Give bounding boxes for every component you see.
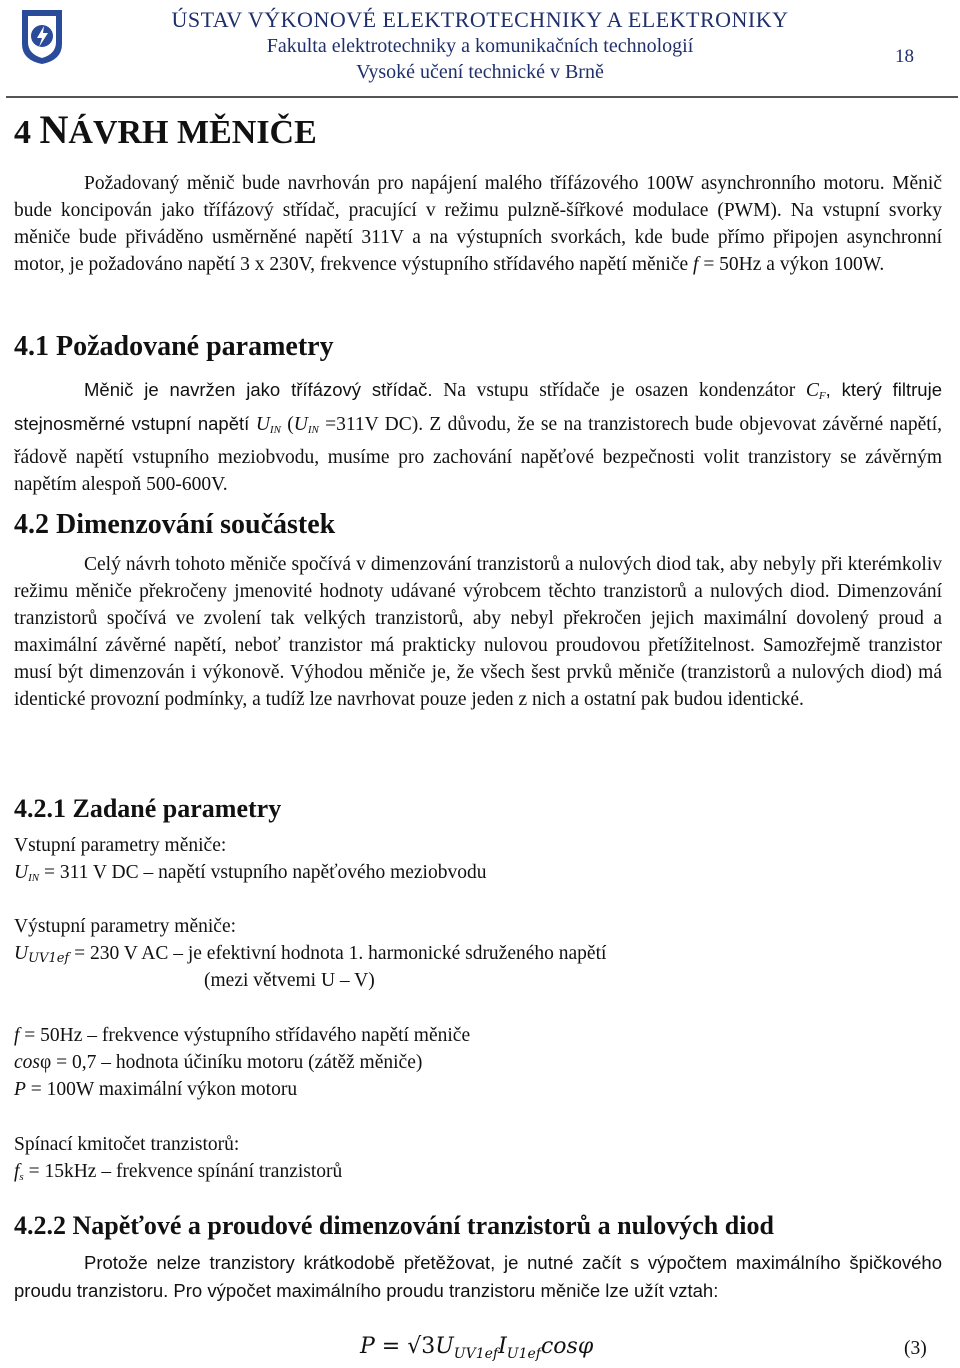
cos-line-symbol: cos — [14, 1052, 40, 1073]
formula-lhs: P = — [360, 1334, 408, 1359]
output-params-heading: Výstupní parametry měniče: — [14, 916, 237, 937]
uuv-note: (mezi větvemi U – V) — [204, 970, 375, 991]
fs-line-text: = 15kHz – frekvence spínání tranzistorů — [23, 1161, 343, 1182]
section-4-2-paragraph — [14, 551, 942, 713]
s422-text: Protože nelze tranzistory krátkodobě přetěžovat, je nutné začít s výpočtem maximálního špičkového proudu tranzistoru. Pro výpočet maximálního proudu tranzistoru měniče lze užít vztah: — [14, 1252, 942, 1301]
section-4-2-1-title: 4.2.1 Zadané parametry — [14, 794, 282, 823]
intro-tail: = 50Hz a výkon 100W. — [698, 254, 885, 275]
fs-line-symbol: f — [14, 1161, 20, 1182]
switch-heading: Spínací kmitočet tranzistorů: — [14, 1134, 240, 1155]
uin-subscript-2: IN — [307, 424, 319, 436]
f-line-symbol: f — [14, 1025, 20, 1046]
page-header — [150, 6, 810, 85]
university-logo-icon — [20, 8, 64, 66]
equation-number: (3) — [904, 1338, 927, 1359]
fs-line — [14, 1158, 342, 1191]
uin-symbol-2: U — [293, 414, 308, 435]
formula-u: U — [435, 1334, 454, 1359]
chapter-title-rest: ÁVRH MĚNIČE — [68, 114, 317, 151]
section-4-2-title: 4.2 Dimenzování součástek — [14, 509, 336, 540]
uin-line-symbol: U — [14, 862, 29, 883]
formula-cos: cosφ — [540, 1334, 594, 1359]
s41-sentence-2: Na vstupu střídače je osazen kondenzátor — [432, 380, 806, 401]
input-params-heading: Vstupní parametry měniče: — [14, 835, 227, 856]
cf-subscript: F — [818, 390, 826, 402]
f-line — [14, 1022, 470, 1049]
chapter-title-initial: N — [39, 107, 69, 152]
cos-line-text: = 0,7 – hodnota účiníku motoru (zátěž měniče) — [51, 1052, 423, 1073]
header-institute: ÚSTAV VÝKONOVÉ ELEKTROTECHNIKY A ELEKTRONIKY — [171, 7, 789, 32]
power-formula — [360, 1334, 593, 1362]
s41-sentence-1: Měnič je navržen jako třífázový střídač. — [84, 379, 433, 400]
cos-line-phi: φ — [40, 1052, 52, 1073]
s41-sentence-3: , který filtruje stejnosměrné vstupní napětí — [14, 379, 942, 434]
uuv-line-text: = 230 V AC – je efektivní hodnota 1. harmonické sdruženého napětí — [69, 943, 607, 964]
s42-text: Celý návrh tohoto měniče spočívá v dimenzování tranzistorů a nulových diod tak, aby nebyly při kterémkoliv režimu měniče překročeny jmenovité hodnoty udávané výrobcem těchto tranzistorů a nulových diod. Dimenzování tranzistorů spočívá ve zvolení tak velkých tranzistorů, aby nebyl překročen jejich maximální dovolený proud a maximální závěrné napětí, neboť tranzistor má prakticky nulovou proudovou přetížitelnost. Samozřejmě tranzistor musí být dimenzován i výkonově. Výhodou měniče je, že všech šest prvků měniče (tranzistorů a nulových diod) má identické provozní podmínky, a tudíž lze navrhovat pouze jeden z nich a ostatní pak budou identické. — [14, 554, 942, 710]
section-4-1-paragraph — [14, 376, 942, 498]
uin-line — [14, 859, 486, 892]
formula-sqrt: √3 — [407, 1334, 436, 1359]
intro-text: Požadovaný měnič bude navrhován pro napájení malého třífázového 100W asynchronního motoru. Měnič bude koncipován jako třífázový střídač, pracující v režimu pulzně-šířkové modulace (PWM). Na vstupní svorky měniče bude přiváděno usměrněné napětí 311V a na výstupních svorkách, kde bude přímo připojen asynchronní motor, je požadováno napětí 3 x 230V, frekvence výstupního střídavého napětí měniče — [14, 173, 942, 275]
uin-line-subscript: IN — [28, 872, 40, 884]
chapter-title — [14, 108, 317, 155]
formula-i: I — [498, 1334, 507, 1359]
fs-line-subscript: s — [19, 1171, 24, 1183]
uin-subscript: IN — [269, 424, 281, 436]
header-university: Vysoké učení technické v Brně — [356, 61, 604, 83]
section-4-1-title: 4.1 Požadované parametry — [14, 331, 334, 362]
section-4-2-2-paragraph — [14, 1249, 942, 1305]
p-line-symbol: P — [14, 1079, 26, 1100]
header-divider — [6, 96, 958, 98]
formula-i-sub: U1ef — [506, 1346, 541, 1362]
f-line-text: = 50Hz – frekvence výstupního střídavého napětí měniče — [19, 1025, 471, 1046]
cos-line — [14, 1049, 422, 1076]
chapter-number: 4 — [14, 114, 31, 151]
cf-symbol: C — [805, 380, 819, 401]
p-line — [14, 1076, 297, 1103]
intro-f-symbol: f — [693, 254, 699, 275]
formula-u-sub: UV1ef — [453, 1346, 499, 1362]
p-line-text: = 100W maximální výkon motoru — [25, 1079, 298, 1100]
page-number: 18 — [895, 46, 914, 67]
section-4-2-2-title: 4.2.2 Napěťové a proudové dimenzování tranzistorů a nulových diod — [14, 1211, 774, 1240]
uuv-line-subscript: UV1ef — [28, 951, 70, 966]
intro-paragraph — [14, 170, 942, 278]
uin-line-text: = 311 V DC – napětí vstupního napěťového meziobvodu — [39, 862, 487, 883]
uuv-line-symbol: U — [14, 943, 29, 964]
s41-sentence-4: =311V DC). Z důvodu, že se na tranzistorech bude objevovat závěrné napětí, řádově napětí vstupního meziobvodu, musíme pro zachování napěťové bezpečnosti volit tranzistory se závěrným napětím alespoň 500-600V. — [14, 414, 942, 495]
s41-paren: ( — [280, 414, 294, 435]
uin-symbol: U — [255, 414, 270, 435]
header-faculty: Fakulta elektrotechniky a komunikačních technologií — [266, 35, 694, 57]
